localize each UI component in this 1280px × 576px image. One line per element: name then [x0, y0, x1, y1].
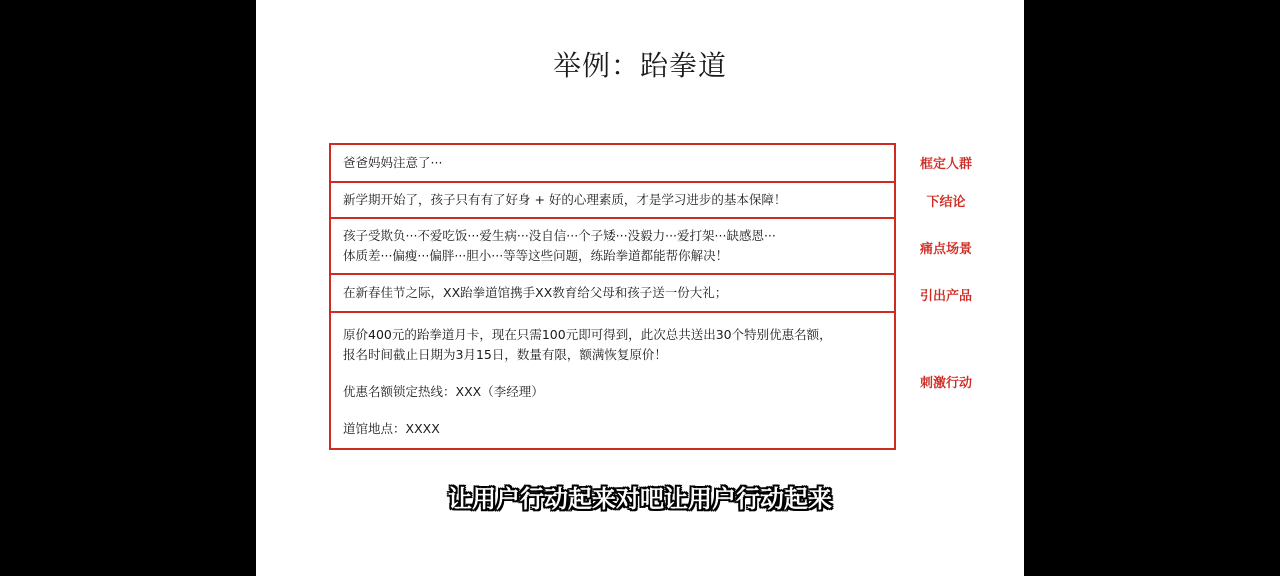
call-to-action-box	[329, 311, 896, 450]
product-intro-box	[329, 273, 896, 313]
tag-target-audience: 框定人群	[919, 157, 972, 172]
target-audience-box	[329, 143, 896, 183]
slide-title: 举例：跆拳道	[552, 49, 727, 82]
tag-pain-points: 痛点场景	[919, 242, 972, 257]
box-text: 报名时间截止日期为3月15日，数量有限，额满恢复原价！	[343, 347, 667, 362]
box-text: 体质差···偏瘦···偏胖···胆小···等等这些问题，练跆拳道都能帮你解决！	[343, 248, 729, 263]
hotline-text: 优惠名额锁定热线：XXX（李经理）	[343, 384, 544, 399]
box-text: 新学期开始了，孩子只有有了好身 + 好的心理素质，才是学习进步的基本保障！	[343, 192, 787, 207]
box-text: 爸爸妈妈注意了···	[343, 155, 443, 170]
box-text: 在新春佳节之际，XX跆拳道馆携手XX教育给父母和孩子送一份大礼；	[343, 285, 728, 300]
video-subtitle: 让用户行动起来对吧让用户行动起来	[448, 485, 832, 513]
pain-points-box	[329, 217, 896, 275]
tag-conclusion: 下结论	[926, 195, 966, 210]
box-text: 孩子受欺负···不爱吃饭···爱生病···没自信···个子矮···没毅力···爱打架···缺感恩···	[343, 228, 776, 243]
tag-product-intro: 引出产品	[919, 289, 972, 304]
conclusion-box	[329, 181, 896, 219]
tag-call-to-action: 刺激行动	[919, 376, 972, 391]
box-text: 原价400元的跆拳道月卡，现在只需100元即可得到，此次总共送出30个特别优惠名额，	[343, 327, 832, 342]
location-text: 道馆地点：XXXX	[343, 421, 440, 436]
